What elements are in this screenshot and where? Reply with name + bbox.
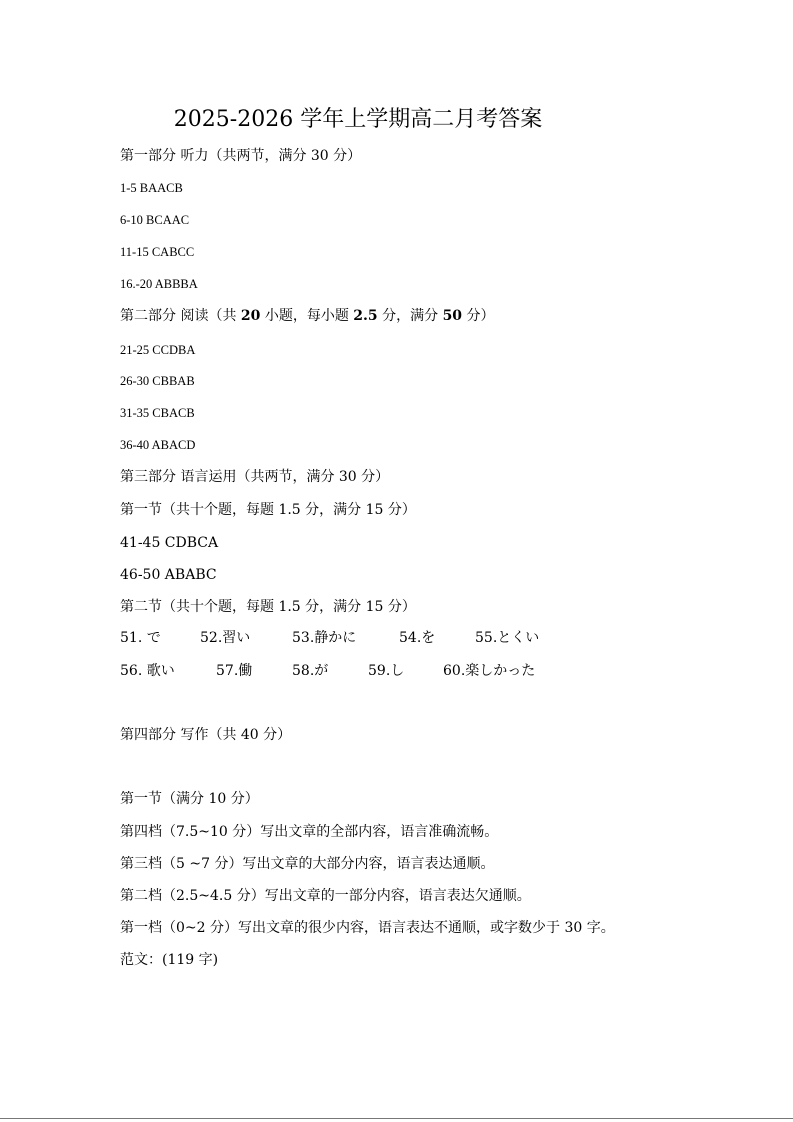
answer-line: 26-30 CBBAB: [120, 374, 195, 388]
answer-line: 21-25 CCDBA: [120, 343, 196, 357]
part4-section1-heading: 第一节（满分 10 分）: [120, 791, 259, 807]
fill-in-answer: 59.し: [368, 663, 405, 679]
part2-total-points: 50: [442, 308, 463, 324]
part3-heading: 第三部分 语言运用（共两节，满分 30 分）: [120, 469, 390, 485]
fill-in-answer: 56. 歌い: [120, 663, 175, 679]
answer-line: 31-35 CBACB: [120, 406, 195, 420]
part2-points-each: 2.5: [353, 308, 378, 324]
answer-line: 6-10 BCAAC: [120, 213, 190, 227]
page-title: 2025-2026 学年上学期高二月考答案: [173, 107, 543, 132]
fill-in-answer: 55.とくい: [475, 630, 540, 646]
answer-line: 41-45 CDBCA: [120, 535, 219, 551]
scoring-level: 第三档（5 ~7 分）写出文章的大部分内容，语言表达通顺。: [120, 856, 495, 872]
part3-section2-heading: 第二节（共十个题，每题 1.5 分，满分 15 分）: [120, 599, 416, 615]
fill-in-answer: 52.習い: [200, 630, 251, 646]
part2-heading: [120, 306, 495, 326]
part2-heading-text: 分，满分: [377, 308, 443, 324]
answer-line: 11-15 CABCC: [120, 245, 195, 259]
fill-in-answer: 58.が: [292, 663, 329, 679]
part2-heading-text: 分）: [462, 308, 495, 324]
fill-in-answer: 51. で: [120, 630, 161, 646]
page-bottom-divider: [0, 1118, 793, 1119]
part3-section1-heading: 第一节（共十个题，每题 1.5 分，满分 15 分）: [120, 502, 416, 518]
fill-in-answer: 60.楽しかった: [443, 663, 536, 679]
answer-line: 36-40 ABACD: [120, 438, 196, 452]
part2-heading-text: 小题，每小题: [260, 308, 354, 324]
scoring-level: 第四档（7.5~10 分）写出文章的全部内容，语言准确流畅。: [120, 824, 499, 840]
answer-line: 16.-20 ABBBA: [120, 277, 198, 291]
fill-in-answer: 57.働: [216, 663, 253, 679]
fill-in-answer: 54.を: [399, 630, 436, 646]
part2-heading-text: 第二部分 阅读（共: [120, 308, 241, 324]
scoring-level: 第二档（2.5~4.5 分）写出文章的一部分内容，语言表达欠通顺。: [120, 888, 531, 904]
sample-essay-label: 范文：(119 字): [120, 952, 219, 968]
part2-question-count: 20: [240, 308, 261, 324]
part4-heading: 第四部分 写作（共 40 分）: [120, 727, 292, 743]
fill-in-answer: 53.静かに: [292, 630, 357, 646]
answer-line: 46-50 ABABC: [120, 567, 217, 583]
scoring-level: 第一档（0~2 分）写出文章的很少内容，语言表达不通顺，或字数少于 30 字。: [120, 920, 615, 936]
answer-line: 1-5 BAACB: [120, 181, 183, 195]
part1-heading: 第一部分 听力（共两节，满分 30 分）: [120, 148, 362, 164]
